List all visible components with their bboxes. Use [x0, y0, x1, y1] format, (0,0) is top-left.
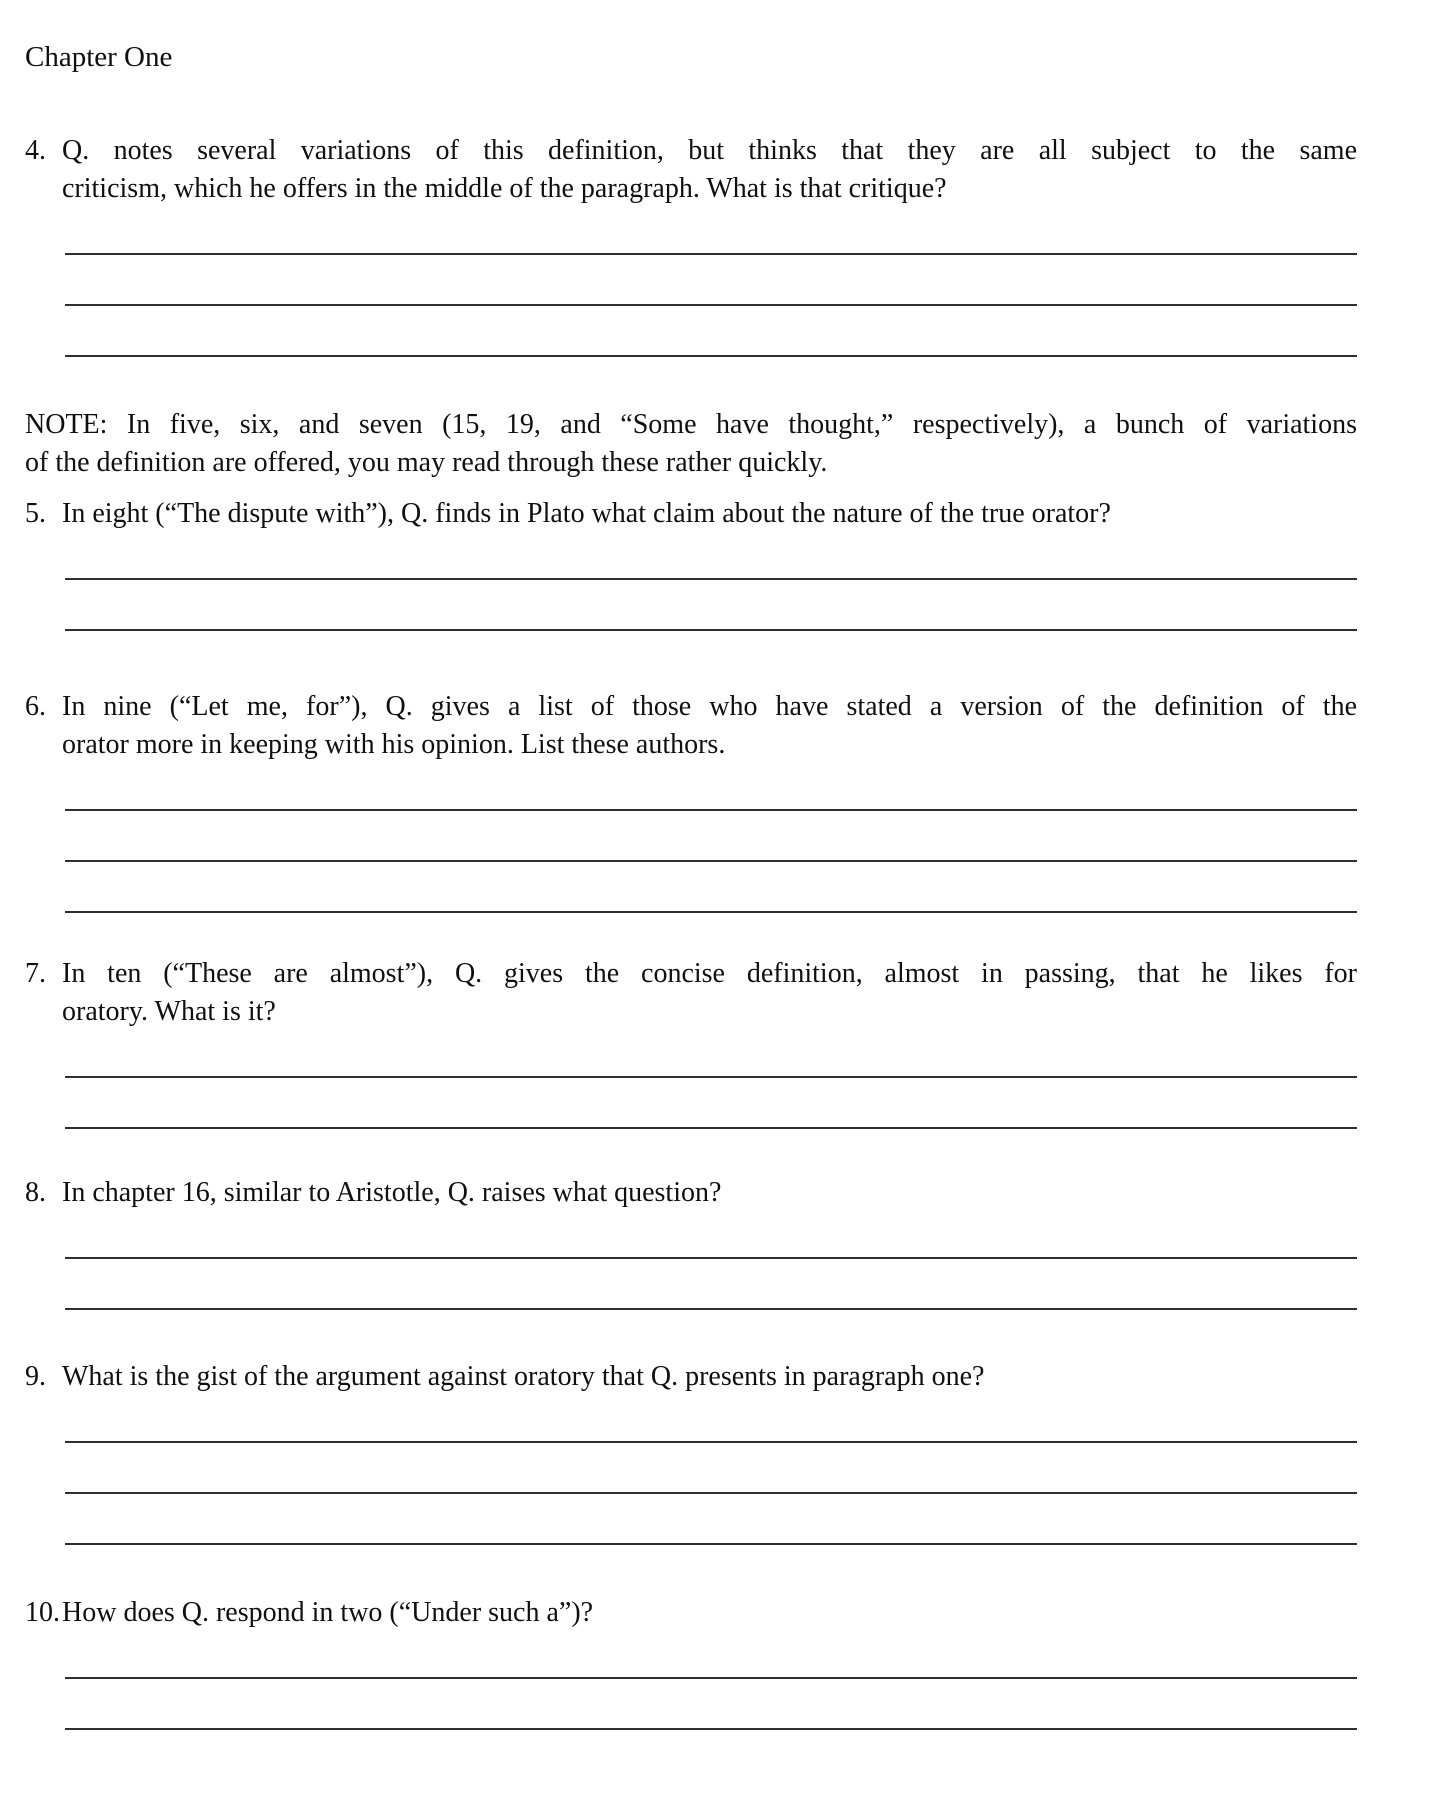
- question-paragraph: [25, 495, 1357, 533]
- answer-area: [25, 1392, 1357, 1545]
- note-paragraph: [25, 406, 1357, 482]
- question-line: oratory. What is it?: [62, 996, 276, 1027]
- answer-line: [65, 760, 1357, 811]
- question-number: 8.: [25, 1177, 46, 1208]
- worksheet-content: [25, 132, 1357, 1730]
- question-line: criticism, which he offers in the middle of the paragraph. What is that critique?: [62, 173, 947, 204]
- question-block: [25, 1594, 1357, 1730]
- answer-line: [65, 1027, 1357, 1078]
- question-line: What is the gist of the argument against oratory that Q. presents in paragraph one?: [62, 1361, 985, 1392]
- question-line: In nine (“Let me, for”), Q. gives a list of those who have stated a version of the definition of the: [62, 691, 1357, 722]
- question-block: [25, 1174, 1357, 1310]
- question-number: 10.: [25, 1597, 60, 1628]
- question-block: [25, 1358, 1357, 1545]
- question-paragraph: [25, 1594, 1357, 1632]
- answer-line: [65, 1078, 1357, 1129]
- question-first-line: [25, 495, 1357, 533]
- question-paragraph: [25, 1174, 1357, 1212]
- question-number: 7.: [25, 958, 46, 989]
- answer-line: [65, 1679, 1357, 1730]
- question-block: [25, 688, 1357, 913]
- answer-line: [65, 204, 1357, 255]
- note-line: of the definition are offered, you may read through these rather quickly.: [25, 447, 828, 478]
- answer-area: [25, 529, 1357, 631]
- answer-area: [25, 204, 1357, 357]
- note-block: [25, 406, 1357, 482]
- answer-line: [65, 1494, 1357, 1545]
- question-paragraph: [25, 688, 1357, 764]
- question-paragraph: [25, 955, 1357, 1031]
- question-number: 9.: [25, 1361, 46, 1392]
- question-line: In eight (“The dispute with”), Q. finds in Plato what claim about the nature of the true orator?: [62, 498, 1111, 529]
- question-first-line: [25, 1174, 1357, 1212]
- answer-area: [25, 1628, 1357, 1730]
- question-first-line: [25, 1358, 1357, 1396]
- question-first-line: [25, 688, 1357, 726]
- answer-line: [65, 1628, 1357, 1679]
- question-line: Q. notes several variations of this definition, but thinks that they are all subject to the same: [62, 135, 1357, 166]
- note-line: NOTE: In five, six, and seven (15, 19, and “Some have thought,” respectively), a bunch of variations: [25, 409, 1357, 440]
- question-number: 6.: [25, 691, 46, 722]
- answer-line: [65, 306, 1357, 357]
- question-first-line: [25, 1594, 1357, 1632]
- answer-line: [65, 1259, 1357, 1310]
- question-block: [25, 495, 1357, 631]
- answer-line: [65, 255, 1357, 306]
- question-first-line: [25, 955, 1357, 993]
- answer-line: [65, 1443, 1357, 1494]
- answer-area: [25, 1027, 1357, 1129]
- question-block: [25, 955, 1357, 1129]
- question-line: How does Q. respond in two (“Under such a”)?: [62, 1597, 594, 1628]
- answer-line: [65, 580, 1357, 631]
- question-first-line: [25, 132, 1357, 170]
- answer-area: [25, 1208, 1357, 1310]
- question-paragraph: [25, 1358, 1357, 1396]
- answer-area: [25, 760, 1357, 913]
- question-number: 4.: [25, 135, 46, 166]
- answer-line: [65, 811, 1357, 862]
- question-line: orator more in keeping with his opinion. List these authors.: [62, 729, 726, 760]
- question-block: [25, 132, 1357, 357]
- page-title: Chapter One: [25, 41, 173, 73]
- answer-line: [65, 1208, 1357, 1259]
- question-number: 5.: [25, 498, 46, 529]
- question-paragraph: [25, 132, 1357, 208]
- question-line: In chapter 16, similar to Aristotle, Q. raises what question?: [62, 1177, 722, 1208]
- answer-line: [65, 529, 1357, 580]
- answer-line: [65, 1392, 1357, 1443]
- question-line: In ten (“These are almost”), Q. gives the concise definition, almost in passing, that he likes for: [62, 958, 1357, 989]
- answer-line: [65, 862, 1357, 913]
